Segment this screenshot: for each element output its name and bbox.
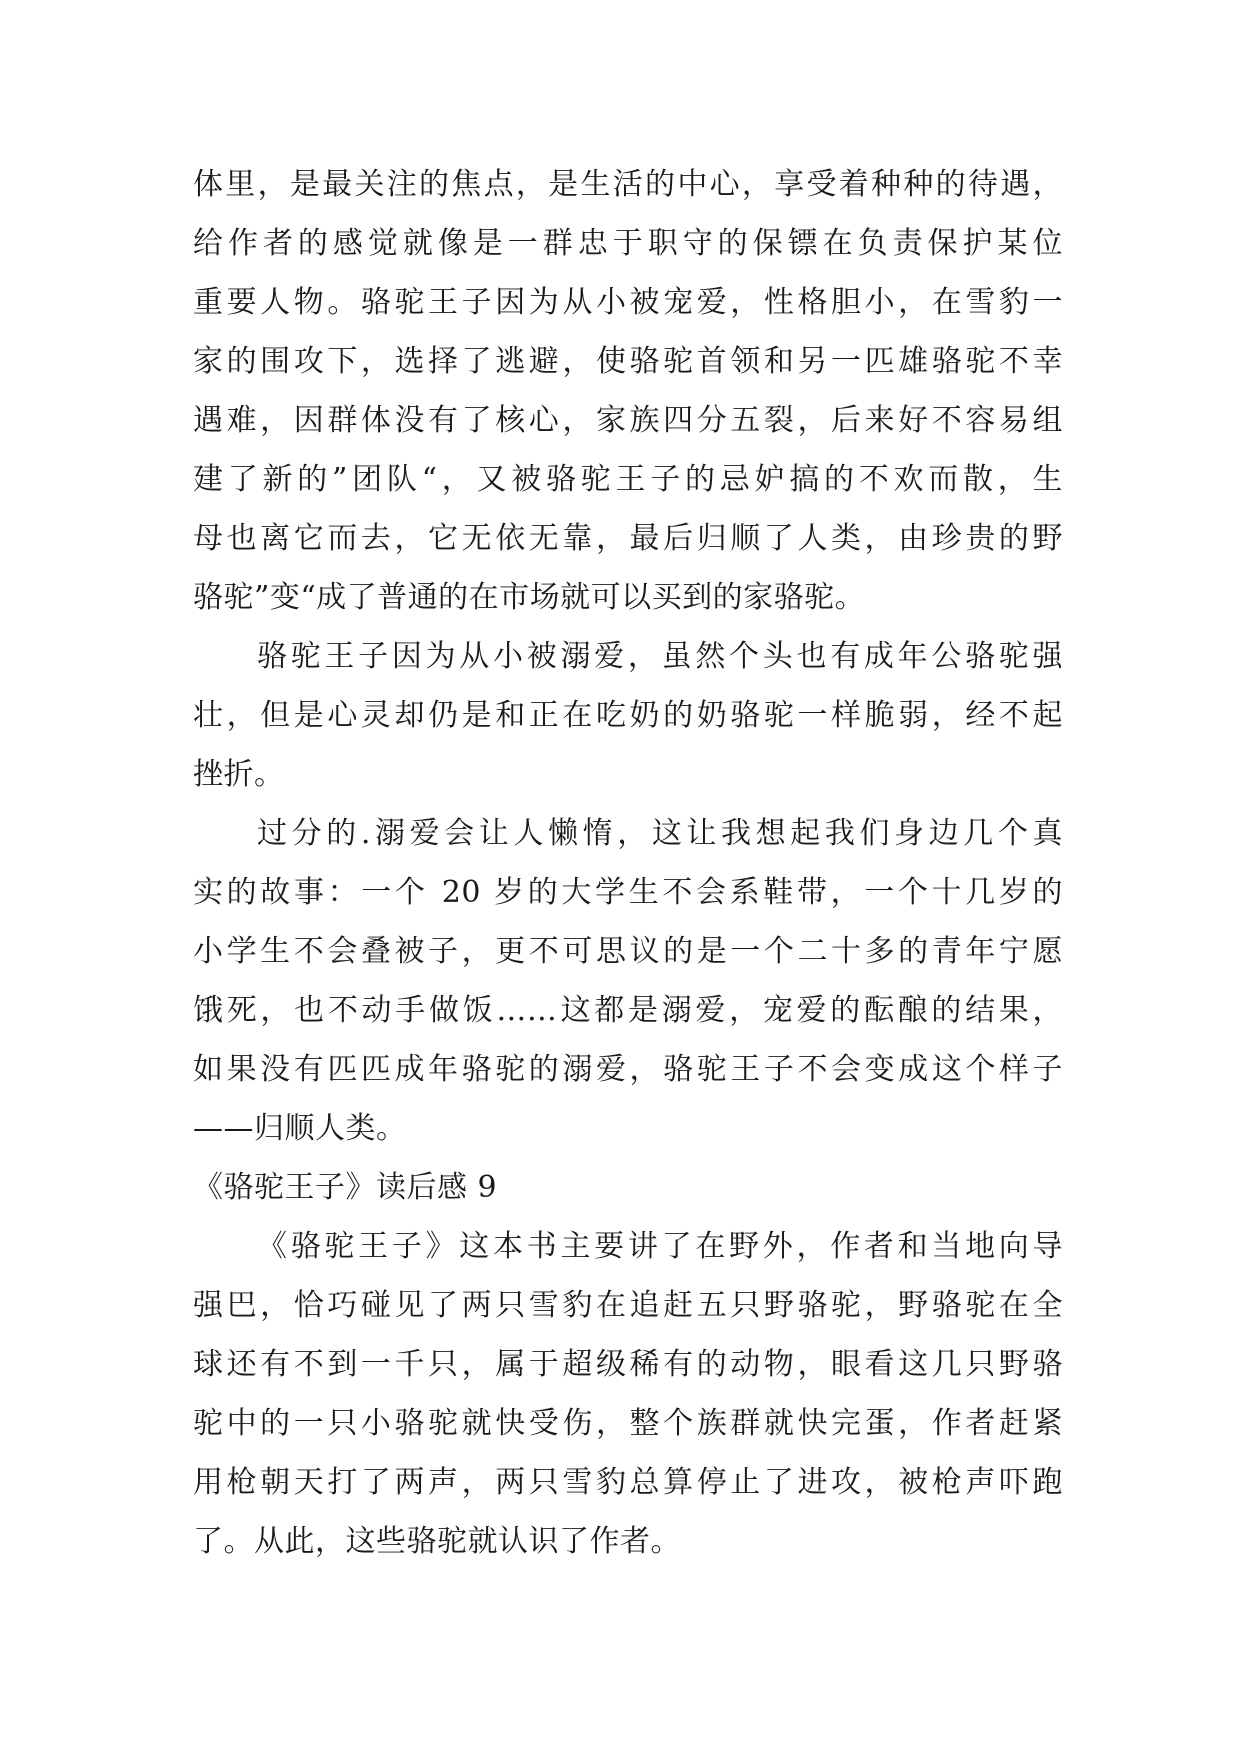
text-line: 给作者的感觉就像是一群忠于职守的保镖在负责保护某位	[193, 226, 1063, 261]
text-line: 用枪朝天打了两声，两只雪豹总算停止了进攻，被枪声吓跑	[193, 1465, 1063, 1500]
paragraph	[193, 627, 1063, 804]
text-line: 母也离它而去，它无依无靠，最后归顺了人类，由珍贵的野	[193, 521, 1063, 556]
text-line: 过分的.溺爱会让人懒惰，这让我想起我们身边几个真	[257, 816, 1063, 851]
text-line: 家的围攻下，选择了逃避，使骆驼首领和另一匹雄骆驼不幸	[193, 344, 1063, 379]
text-line: 如果没有匹匹成年骆驼的溺爱，骆驼王子不会变成这个样子	[193, 1052, 1063, 1087]
paragraph	[193, 155, 1063, 627]
text-line: 驼中的一只小骆驼就快受伤，整个族群就快完蛋，作者赶紧	[193, 1406, 1063, 1441]
text-line: 《骆驼王子》这本书主要讲了在野外，作者和当地向导	[257, 1229, 1063, 1264]
text-line: 壮，但是心灵却仍是和正在吃奶的奶骆驼一样脆弱，经不起	[193, 698, 1063, 733]
text-line: 建了新的”团队“，又被骆驼王子的忌妒搞的不欢而散，生	[193, 462, 1063, 497]
text-line: 骆驼”变“成了普通的在市场就可以买到的家骆驼。	[193, 580, 866, 615]
text-line: ——归顺人类。	[193, 1111, 407, 1146]
text-line: 体里，是最关注的焦点，是生活的中心，享受着种种的待遇，	[193, 167, 1063, 202]
text-line: 重要人物。骆驼王子因为从小被宠爱，性格胆小，在雪豹一	[193, 285, 1063, 320]
text-line: 遇难，因群体没有了核心，家族四分五裂，后来好不容易组	[193, 403, 1063, 438]
text-line: 实的故事：一个 20 岁的大学生不会系鞋带，一个十几岁的	[193, 875, 1063, 910]
text-line: 球还有不到一千只，属于超级稀有的动物，眼看这几只野骆	[193, 1347, 1063, 1382]
text-line: 饿死，也不动手做饭……这都是溺爱，宠爱的酝酿的结果，	[193, 993, 1063, 1028]
text-line: 了。从此，这些骆驼就认识了作者。	[193, 1524, 681, 1559]
text-line: 骆驼王子因为从小被溺爱，虽然个头也有成年公骆驼强	[257, 639, 1063, 674]
text-line: 小学生不会叠被子，更不可思议的是一个二十多的青年宁愿	[193, 934, 1063, 969]
heading-text: 《骆驼王子》读后感 9	[193, 1170, 498, 1205]
text-line: 强巴，恰巧碰见了两只雪豹在追赶五只野骆驼，野骆驼在全	[193, 1288, 1063, 1323]
document-body	[193, 155, 1063, 1571]
text-line: 挫折。	[193, 757, 285, 792]
paragraph	[193, 1217, 1063, 1571]
paragraph	[193, 804, 1063, 1158]
section-heading	[193, 1158, 1063, 1217]
